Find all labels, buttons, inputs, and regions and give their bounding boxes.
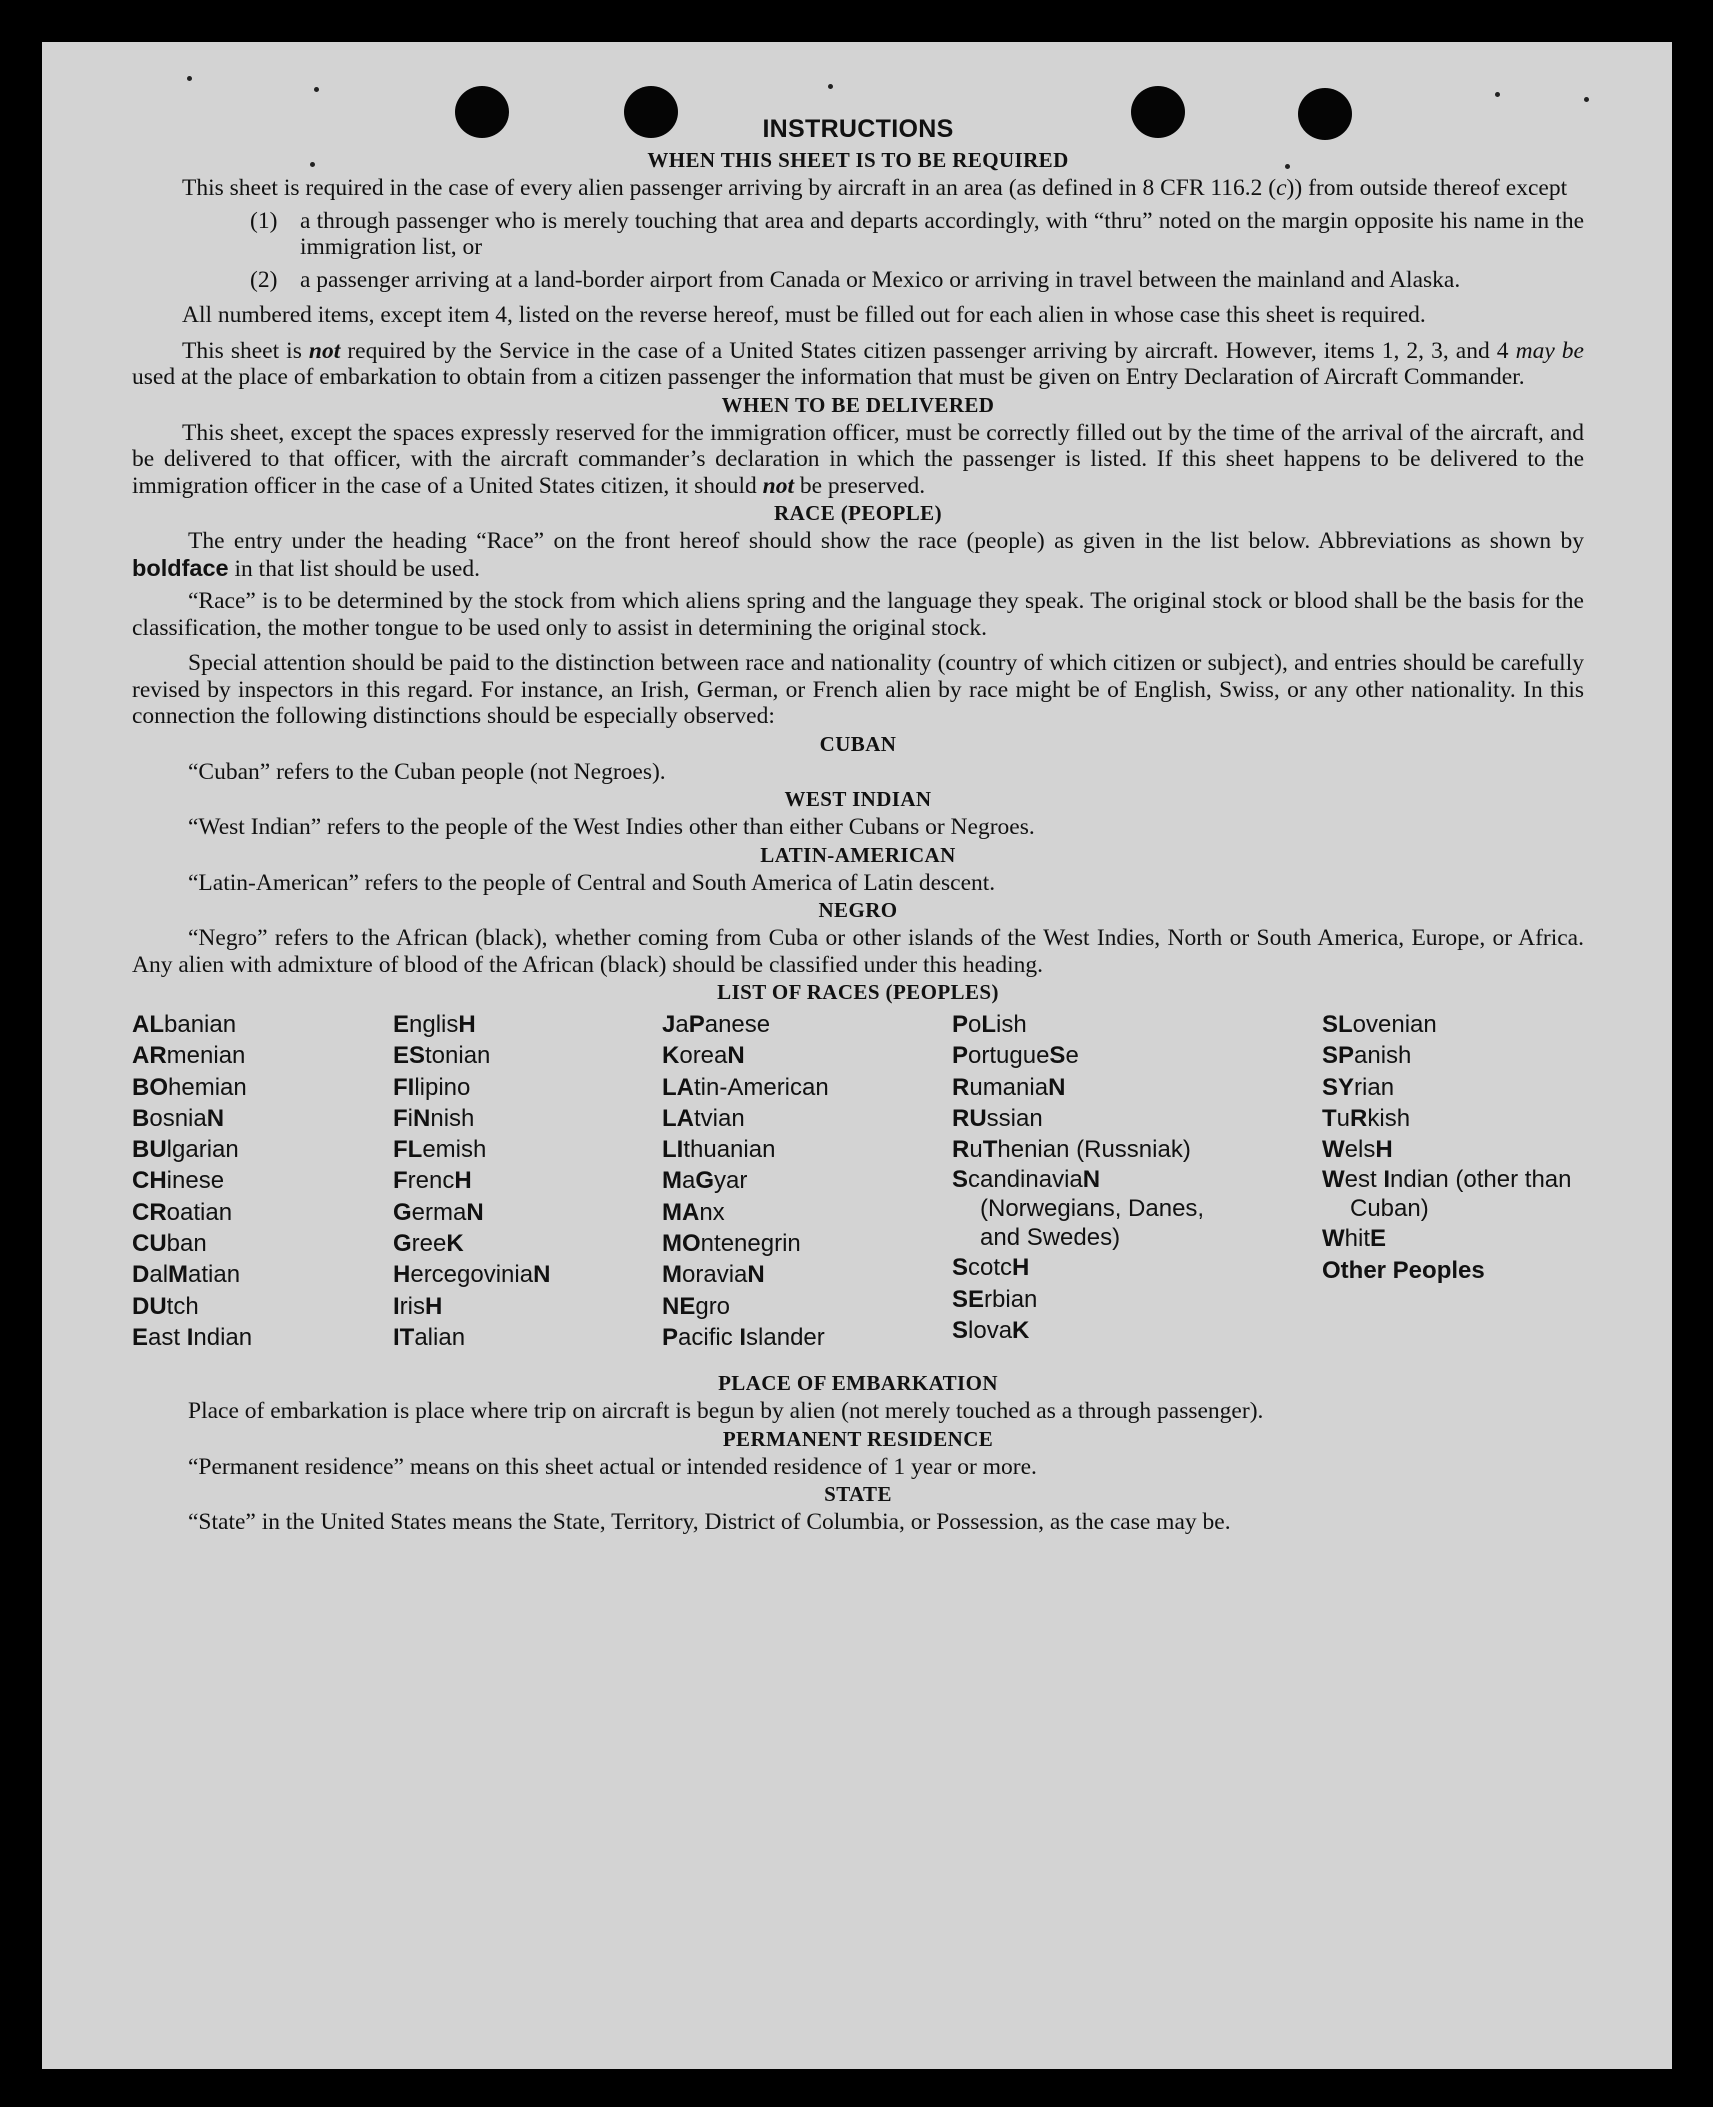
latin-american-text: “Latin-American” refers to the people of Central and South America of Latin descent.: [188, 869, 996, 896]
race-entry: BUlgarian: [132, 1136, 239, 1164]
document-sheet: [42, 42, 1672, 2069]
race-entry: GreeK: [393, 1230, 464, 1258]
race-entry: KoreaN: [662, 1042, 745, 1070]
embarkation-text: Place of embarkation is place where trip on aircraft is begun by alien (not merely touched as a through passenger).: [188, 1398, 1264, 1424]
exception-item-2: (2) a passenger arriving at a land-border airport from Canada or Mexico or arriving in travel between the mainland and Alaska.: [250, 266, 1461, 293]
heading-cuban: CUBAN: [819, 731, 897, 756]
race-entry: RUssian: [952, 1104, 1043, 1132]
cuban-text: “Cuban” refers to the Cuban people (not Negroes).: [188, 758, 666, 785]
race-entry: SLovenian: [1322, 1011, 1437, 1038]
heading-race: RACE (PEOPLE): [774, 501, 942, 525]
race-entry: ITalian: [393, 1323, 466, 1351]
race-entry: CHinese: [132, 1167, 225, 1195]
race-entry: West Indian (other than Cuban): [1322, 1166, 1572, 1223]
speck: [828, 84, 833, 89]
when-delivered-paragraph: This sheet, except the spaces expressly reserved for the immigration officer, must be correctly filled out by the time of the arrival of the aircraft, and be delivered to that officer, with the aircraft commander’s declaration in which the passenger is listed. If this sheet happens to be delivered to the immigration officer in the case of a United States citizen, it should not be preserved.: [132, 419, 1584, 499]
residence-text: “Permanent residence” means on this sheet actual or intended residence of 1 year or more.: [188, 1453, 1037, 1480]
speck: [187, 76, 192, 81]
race-entry: EStonian: [393, 1042, 491, 1070]
race-entry: Other Peoples: [1322, 1256, 1485, 1284]
negro-text: “Negro” refers to the African (black), whether coming from Cuba or other islands of the West Indies, North or South America, Europe, or Africa. Any alien with admixture of blood of the African (black) should be classified under this heading.: [132, 925, 1584, 978]
race-entry: FLemish: [393, 1136, 487, 1164]
heading-state: STATE: [824, 1482, 892, 1506]
heading-when-required: WHEN THIS SHEET IS TO BE REQUIRED: [647, 148, 1069, 172]
race-entry: TuRkish: [1322, 1104, 1411, 1132]
race-entry: SlovaK: [952, 1317, 1030, 1345]
race-entry: ARmenian: [132, 1042, 246, 1070]
race-entry: FIlipino: [393, 1073, 471, 1101]
races-list: [132, 1009, 1584, 1369]
heading-negro: NEGRO: [818, 898, 898, 922]
race-entry: NEgro: [662, 1292, 731, 1320]
race-entry: HercegoviniaN: [393, 1261, 551, 1289]
race-entry: BosniaN: [132, 1104, 225, 1132]
instructions-content: [132, 112, 1584, 1536]
race-entry: RuThenian (Russniak): [952, 1136, 1191, 1164]
citizen-paragraph: This sheet is not required by the Service in the case of a United States citizen passenger arriving by aircraft. However, items 1, 2, 3, and 4 may be used at the place of embarkation to obtain from a citizen passenger the information that must be given on Entry Declaration of Aircraft Commander.: [132, 337, 1584, 390]
race-paragraph-3: Special attention should be paid to the distinction between race and nationality (country of which citizen or subject), and entries should be carefully revised by inspectors in this regard. For instance, an Irish, German, or French alien by race might be of English, Swiss, or any other nationality. In this connection the following distinctions should be especially observed:: [132, 650, 1584, 729]
race-entry: WhitE: [1322, 1225, 1387, 1253]
race-entry: EnglisH: [393, 1011, 476, 1038]
heading-when-delivered: WHEN TO BE DELIVERED: [721, 392, 995, 417]
race-paragraph-1: The entry under the heading “Race” on the front hereof should show the race (people) as given in the list below. Abbreviations as shown by boldface in that list should be used.: [132, 528, 1584, 582]
page-title: INSTRUCTIONS: [762, 115, 954, 143]
race-entry: East Indian: [132, 1323, 253, 1351]
state-text: “State” in the United States means the State, Territory, District of Columbia, or Possession, as the case may be.: [188, 1509, 1231, 1535]
heading-west-indian: WEST INDIAN: [784, 787, 932, 811]
race-entry: MAnx: [662, 1198, 725, 1226]
race-entry: BOhemian: [132, 1073, 247, 1101]
race-entry: Pacific Islander: [662, 1323, 825, 1351]
races-column-1: [132, 1009, 252, 1353]
race-entry: RumaniaN: [952, 1073, 1066, 1101]
west-indian-text: “West Indian” refers to the people of the West Indies other than either Cubans or Negroes.: [188, 814, 1035, 840]
exception-item-1: (1) a through passenger who is merely touching that area and departs accordingly, with “thru” noted on the margin opposite his name in the immigration list, or: [250, 207, 1584, 260]
race-entry: ScotcH: [952, 1254, 1030, 1282]
race-entry: CRoatian: [132, 1198, 233, 1226]
race-entry: FiNnish: [393, 1104, 475, 1132]
race-entry: IrisH: [393, 1292, 443, 1320]
race-entry: MOntenegrin: [662, 1230, 801, 1258]
races-column-3: [662, 1009, 829, 1353]
heading-embarkation: PLACE OF EMBARKATION: [718, 1371, 998, 1395]
race-entry: DalMatian: [132, 1261, 241, 1289]
race-entry: WelsH: [1322, 1136, 1393, 1164]
race-entry: DUtch: [132, 1292, 199, 1320]
heading-list-of-races: LIST OF RACES (PEOPLES): [717, 980, 999, 1004]
race-entry: PortugueSe: [952, 1042, 1079, 1070]
races-column-5: [1322, 1009, 1584, 1286]
race-entry: CUban: [132, 1230, 207, 1258]
race-entry: ALbanian: [132, 1011, 237, 1038]
races-column-4: [952, 1009, 1242, 1346]
race-entry: FrencH: [393, 1167, 472, 1195]
race-entry: GermaN: [393, 1198, 484, 1226]
races-column-2: [393, 1009, 550, 1353]
race-entry: ScandinaviaN (Norwegians, Danes, and Swedes): [952, 1166, 1205, 1252]
speck: [1495, 92, 1500, 97]
race-entry: JaPanese: [662, 1011, 771, 1038]
race-entry: SErbian: [952, 1285, 1038, 1313]
speck: [314, 87, 319, 92]
race-entry: SYrian: [1322, 1073, 1395, 1101]
race-entry: PoLish: [952, 1011, 1027, 1038]
race-entry: LAtvian: [662, 1104, 745, 1132]
speck: [1584, 97, 1589, 102]
race-entry: MaGyar: [662, 1167, 748, 1195]
numbered-items-paragraph: All numbered items, except item 4, listed on the reverse hereof, must be filled out for each alien in whose case this sheet is required.: [182, 302, 1426, 328]
race-paragraph-2: “Race” is to be determined by the stock from which aliens spring and the language they speak. The original stock or blood shall be the basis for the classification, the mother tongue to be used only to assist in determining the original stock.: [132, 588, 1584, 641]
race-entry: MoraviaN: [662, 1261, 765, 1289]
race-entry: LIthuanian: [662, 1136, 776, 1164]
when-required-paragraph: This sheet is required in the case of every alien passenger arriving by aircraft in an area (as defined in 8 CFR 116.2 (c)) from outside thereof except: [182, 175, 1568, 201]
heading-latin-american: LATIN-AMERICAN: [760, 842, 956, 867]
race-entry: LAtin-American: [662, 1073, 829, 1101]
heading-residence: PERMANENT RESIDENCE: [722, 1426, 994, 1451]
race-entry: SPanish: [1322, 1042, 1412, 1070]
